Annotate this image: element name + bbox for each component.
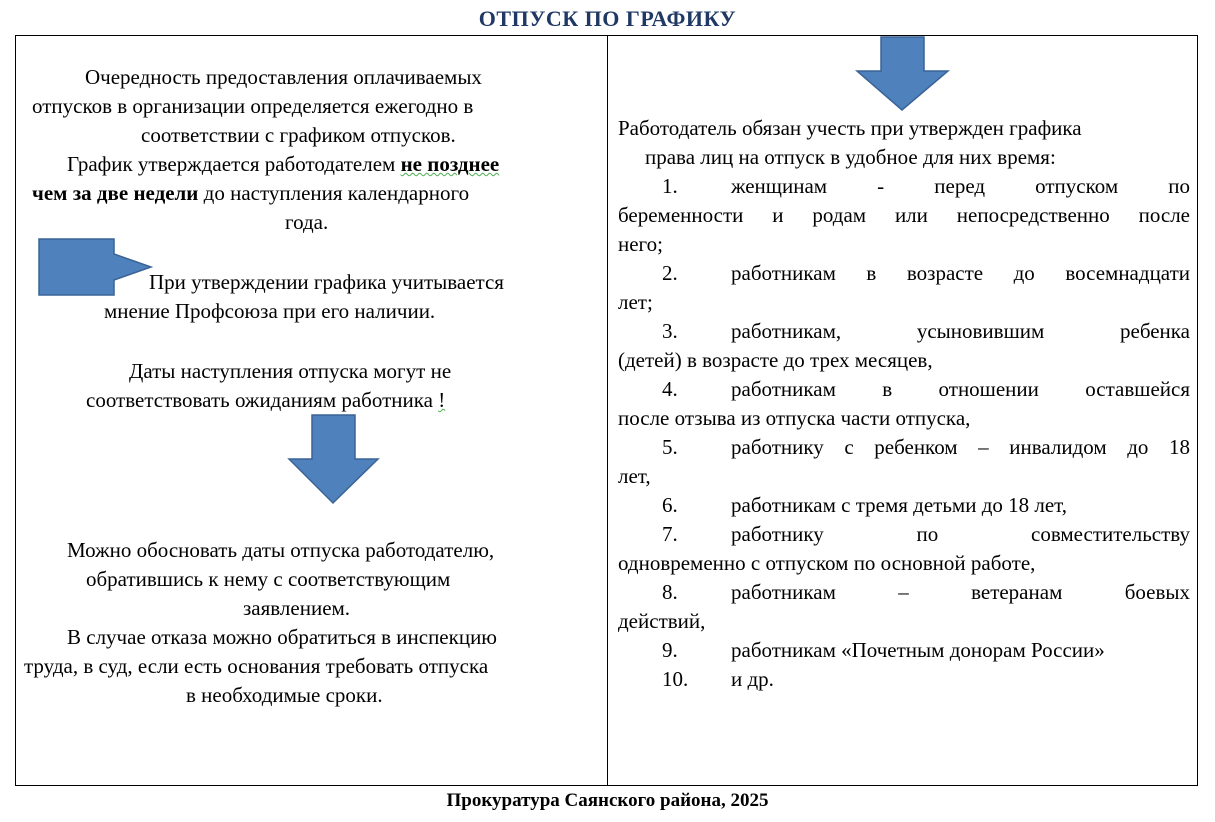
para-2-text: График утверждается работодателем (67, 152, 401, 176)
list-item-number: 6. (662, 493, 678, 517)
list-item (618, 317, 1190, 375)
para-5-line-2: обратившись к нему с соответствующим (86, 567, 451, 591)
para-6-line-2: труда, в суд, если есть основания требовать отпуска (24, 654, 489, 678)
footer-credit: Прокуратура Саянского района, 2025 (446, 790, 769, 811)
list-item-text: работникам в возрасте до восемнадцати (731, 261, 1190, 285)
list-item (618, 433, 1190, 491)
list-item-text-cont: действий, (618, 609, 706, 633)
para-4-line-2 (86, 386, 445, 415)
list-item (618, 636, 1190, 665)
arrow-right-icon (38, 238, 154, 296)
intro-line-1: Работодатель обязан учесть при утвержден графика (618, 116, 1082, 140)
list-item (618, 172, 1190, 259)
list-item-number: 7. (662, 522, 678, 546)
arrow-down-icon (856, 36, 950, 112)
list-item-text-cont: лет, (618, 464, 651, 488)
list-item-text-cont: после отзыва из отпуска части отпуска, (618, 406, 971, 430)
para-5-line-1: Можно обосновать даты отпуска работодателю, (67, 538, 495, 562)
deadline-highlight: не позднее (400, 152, 500, 176)
list-item-text: работникам с тремя детьми до 18 лет, (731, 493, 1068, 517)
para-2-text-cont: до наступления календарного (198, 181, 470, 205)
list-item-number: 9. (662, 638, 678, 662)
list-item-number: 2. (662, 261, 678, 285)
list-item-text: работнику с ребенком – инвалидом до 18 (731, 435, 1190, 459)
list-item-number: 1. (662, 174, 678, 198)
para-1-line-3: соответствии с графиком отпусков. (141, 123, 456, 147)
deadline-highlight-cont: чем за две недели (32, 181, 199, 205)
column-divider (607, 35, 608, 786)
list-item (618, 491, 1190, 520)
list-item-text-cont: него; (618, 232, 663, 256)
para-6-line-3: в необходимые сроки. (186, 683, 383, 707)
list-item-text: работникам «Почетным донорам России» (731, 638, 1105, 662)
list-item-text: работникам – ветеранам боевых (731, 580, 1190, 604)
list-item-text-cont: (детей) в возрасте до трех месяцев, (618, 348, 933, 372)
list-item-number: 10. (662, 667, 689, 691)
page-title: ОТПУСК ПО ГРАФИКУ (478, 6, 737, 31)
arrow-down-icon (288, 414, 380, 506)
list-item-text: работникам в отношении оставшейся (731, 377, 1190, 401)
list-item-text: работнику по совместительству (731, 522, 1190, 546)
list-item-text-cont: одновременно с отпуском по основной работе, (618, 551, 1036, 575)
list-item-number: 8. (662, 580, 678, 604)
list-item-text-cont: лет; (618, 290, 653, 314)
list-item-text-cont: беременности и родам или непосредственно после (618, 203, 1190, 227)
para-4-line-1: Даты наступления отпуска могут не (129, 359, 452, 383)
list-item-number: 4. (662, 377, 678, 401)
para-1-line-1: Очередность предоставления оплачиваемых (85, 65, 482, 89)
list-item (618, 665, 1190, 694)
intro-line-2: права лиц на отпуск в удобное для них время: (645, 145, 1056, 169)
list-item-number: 5. (662, 435, 678, 459)
para-2-line-3: года. (285, 210, 329, 234)
list-item-text: и др. (731, 667, 774, 691)
para-2-line-2 (32, 179, 469, 208)
para-5-line-3: заявлением. (243, 596, 351, 620)
exclamation-mark: ! (438, 388, 446, 412)
para-3-line-2: мнение Профсоюза при его наличии. (104, 299, 436, 323)
para-4-text: соответствовать ожиданиям работника (86, 388, 433, 412)
list-item (618, 375, 1190, 433)
list-item-text: работникам, усыновившим ребенка (731, 319, 1190, 343)
list-item-text: женщинам - перед отпуском по (731, 174, 1190, 198)
list-item-number: 3. (662, 319, 678, 343)
para-3-line-1: При утверждении графика учитывается (149, 270, 504, 294)
para-6-line-1: В случае отказа можно обратиться в инспекцию (67, 625, 497, 649)
list-item (618, 578, 1190, 636)
para-2-line-1 (67, 150, 499, 179)
list-item (618, 259, 1190, 317)
para-1-line-2: отпусков в организации определяется ежегодно в (32, 94, 474, 118)
list-item (618, 520, 1190, 578)
